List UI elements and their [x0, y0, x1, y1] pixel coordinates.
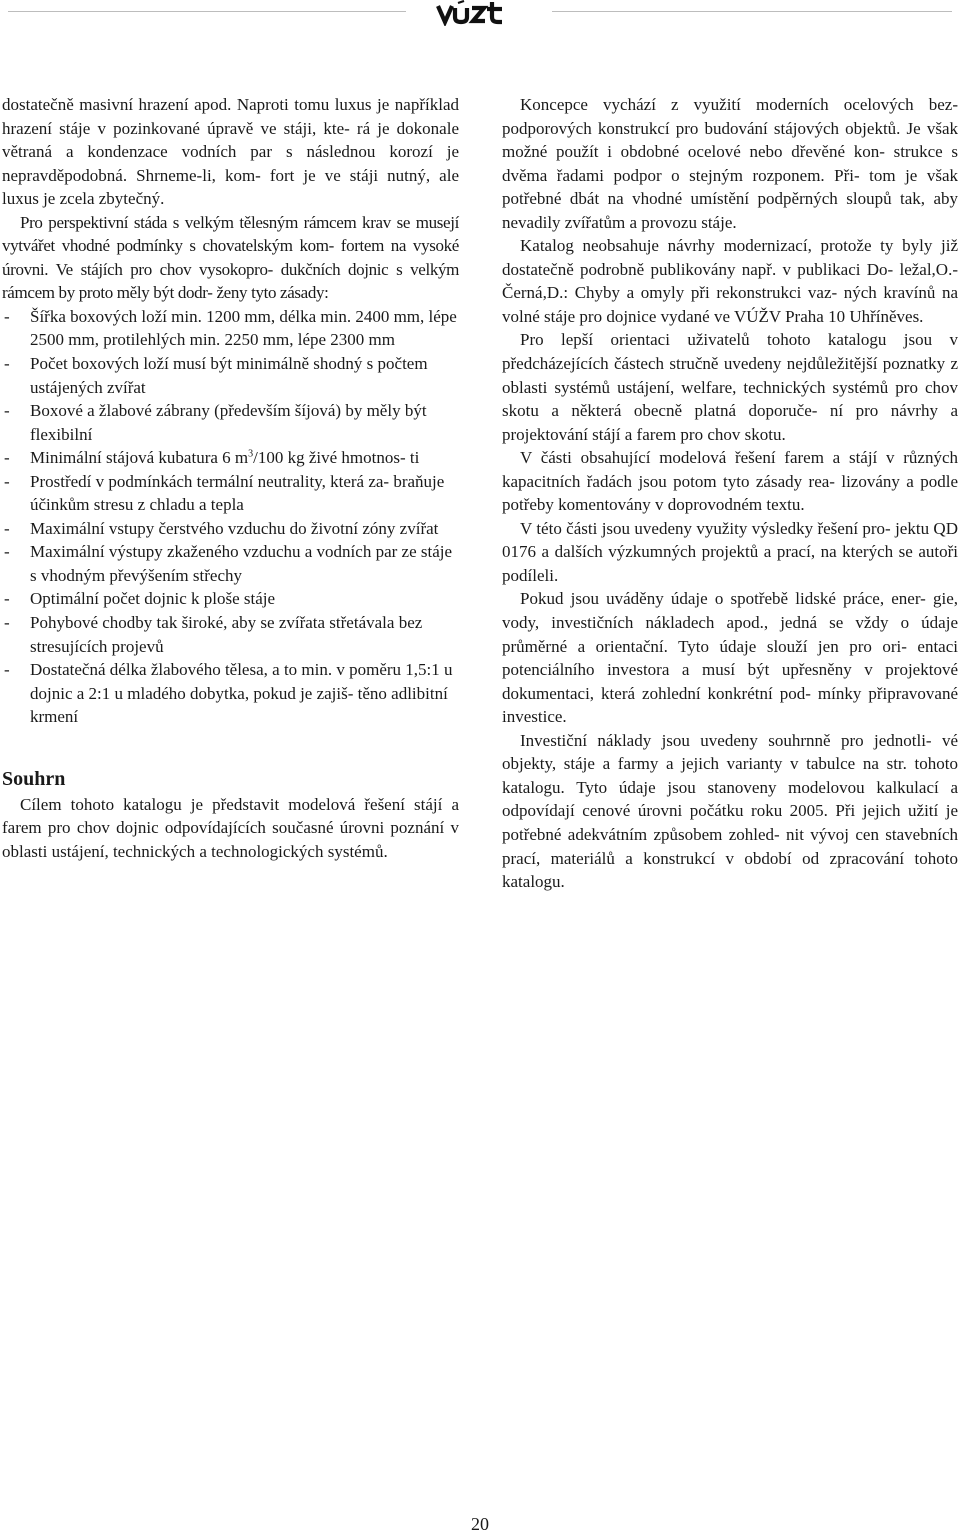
list-item: - Počet boxových loží musí být minimálně shodný s počtem ustájených zvířat [4, 354, 428, 397]
list-item: - Maximální výstupy zkaženého vzduchu a vodních par ze stáje s vhodným převýšením střechy [4, 542, 453, 585]
left-paragraph-1: dostatečně masivní hrazení apod. Naproti tomu luxus je například hrazení stáje v pozinkované úpravě ve stáji, kte- rá je dokonale větraná a kondenzace vodních par s následnou korozí je nepravděpodobná. Shrneme-li, kom- fort je ve stáji nutný, ale luxus je zcela zbytečný. [2, 95, 459, 209]
right-paragraph-2: Katalog neobsahuje návrhy modernizací, protože ty byly již dostatečně podrobně publikovány např. v publikaci Do- ležal,O.- Černá,D.: Chyby a omyly při rekonstrukci vaz- ných kravínů na volné stáje pro dojnice vydané ve VÚŽV Praha 10 Uhříněves. [502, 236, 958, 326]
left-paragraph-2: Pro perspektivní stáda s velkým tělesným rámcem krav se musejí vytvářet vhodné podmínky s chovatelským kom- fortem na vysoké úrovni. Ve stájích pro chov vysokopro- dukčních dojnic s velkým rámcem by proto měly být dodr- ženy tyto zásady: [2, 212, 459, 303]
right-paragraph-4: V části obsahující modelová řešení farem a stájí v různých kapacitních řadách jsou potom tyto zásady rea- lizovány a podle potřeby komentovány v doprovodném textu. [502, 448, 958, 515]
right-paragraph-5: V této části jsou uvedeny využity výsledky řešení pro- jektu QD 0176 a dalších výzkumných projektů a prací, na kterých se autoři podíleli. [502, 518, 958, 585]
list-item: - Šířka boxových loží min. 1200 mm, délka min. 2400 mm, lépe 2500 mm, protilehlých min. 2250 mm, lépe 2300 mm [4, 306, 457, 350]
vuzt-logo [436, 0, 512, 26]
right-paragraph-3: Pro lepší orientaci uživatelů tohoto katalogu jsou v předcházejících částech stručně uvedeny nejdůležitější poznatky z oblasti systémů ustájení, welfare, technických systémů pro chov skotu a některá obecně platná doporuče- ní pro návrhy a projektování stájí a farem pro chov skotu. [502, 330, 958, 444]
right-column [502, 93, 958, 894]
page-number: 20 [471, 1514, 489, 1534]
header-rule-left [8, 11, 406, 12]
left-column [2, 93, 459, 863]
list-item: - Dostatečná délka žlabového tělesa, a to min. v poměru 1,5:1 u dojnic a 2:1 u mladého dobytka, pokud je zajiš- těno adlibitní krmení [4, 660, 453, 727]
list-item: - Boxové a žlabové zábrany (především šíjová) by měly být flexibilní [4, 401, 427, 444]
list-item: - Maximální vstupy čerstvého vzduchu do životní zóny zvířat [4, 518, 439, 538]
right-paragraph-1: Koncepce vychází z využití moderních ocelových bez- podporových konstrukcí pro budování stájových objektů. Je však možné použít i obdobné ocelové nebo dřevěné kon- strukce s dvěma řadami podpor o stejným rozponem. Při- tom je však potřebné dbát na vhodné umístění podpěrných sloupů tak, aby nevadily zvířatům a provozu stáje. [502, 95, 958, 232]
herd-rules-list [2, 305, 459, 729]
list-item: - Minimální stájová kubatura 6 $m^3/100$ kg živé hmotnos- ti [4, 448, 420, 468]
summary-heading: Souhrn [2, 767, 66, 790]
list-item: - Optimální počet dojnic k ploše stáje [4, 589, 276, 609]
summary-paragraph: Cílem tohoto katalogu je představit modelová řešení stájí a farem pro chov dojnic odpovídajících současné úrovni poznání v oblasti ustájení, technických a technologických systémů. [2, 794, 459, 861]
header-rule-right [552, 11, 952, 12]
right-paragraph-6: Pokud jsou uváděny údaje o spotřebě lidské práce, ener- gie, vody, investičních nákladech apod., jedná se vždy o údaje průměrné a orientační. Tyto údaje slouží jen pro ori- entaci potenciálního investora a musí být upřesněny v projektové dokumentaci, která zohlední konkrétní pod- mínky připravované investice. [502, 589, 958, 727]
list-item: - Pohybové chodby tak široké, aby se zvířata střetávala bez stresujících projevů [4, 613, 423, 656]
page-header [0, 0, 960, 30]
right-paragraph-7: Investiční náklady jsou uvedeny souhrnně pro jednotli- vé objekty, stáje a farmy a jejich varianty v tabulce na str. tohoto katalogu. Tyto údaje jsou stanoveny modelovou kalkulací a odpovídají cenové úrovni počátku roku 2005. Při jejich užití je potřebné adekvátním způsobem zohled- nit vývoj cen stavebních prací, materiálů a konstrukcí v období od zpracování tohoto katalogu. [502, 730, 958, 892]
list-item: - Prostředí v podmínkách termální neutrality, která za- braňuje účinkům stresu z chladu a tepla [4, 471, 445, 515]
